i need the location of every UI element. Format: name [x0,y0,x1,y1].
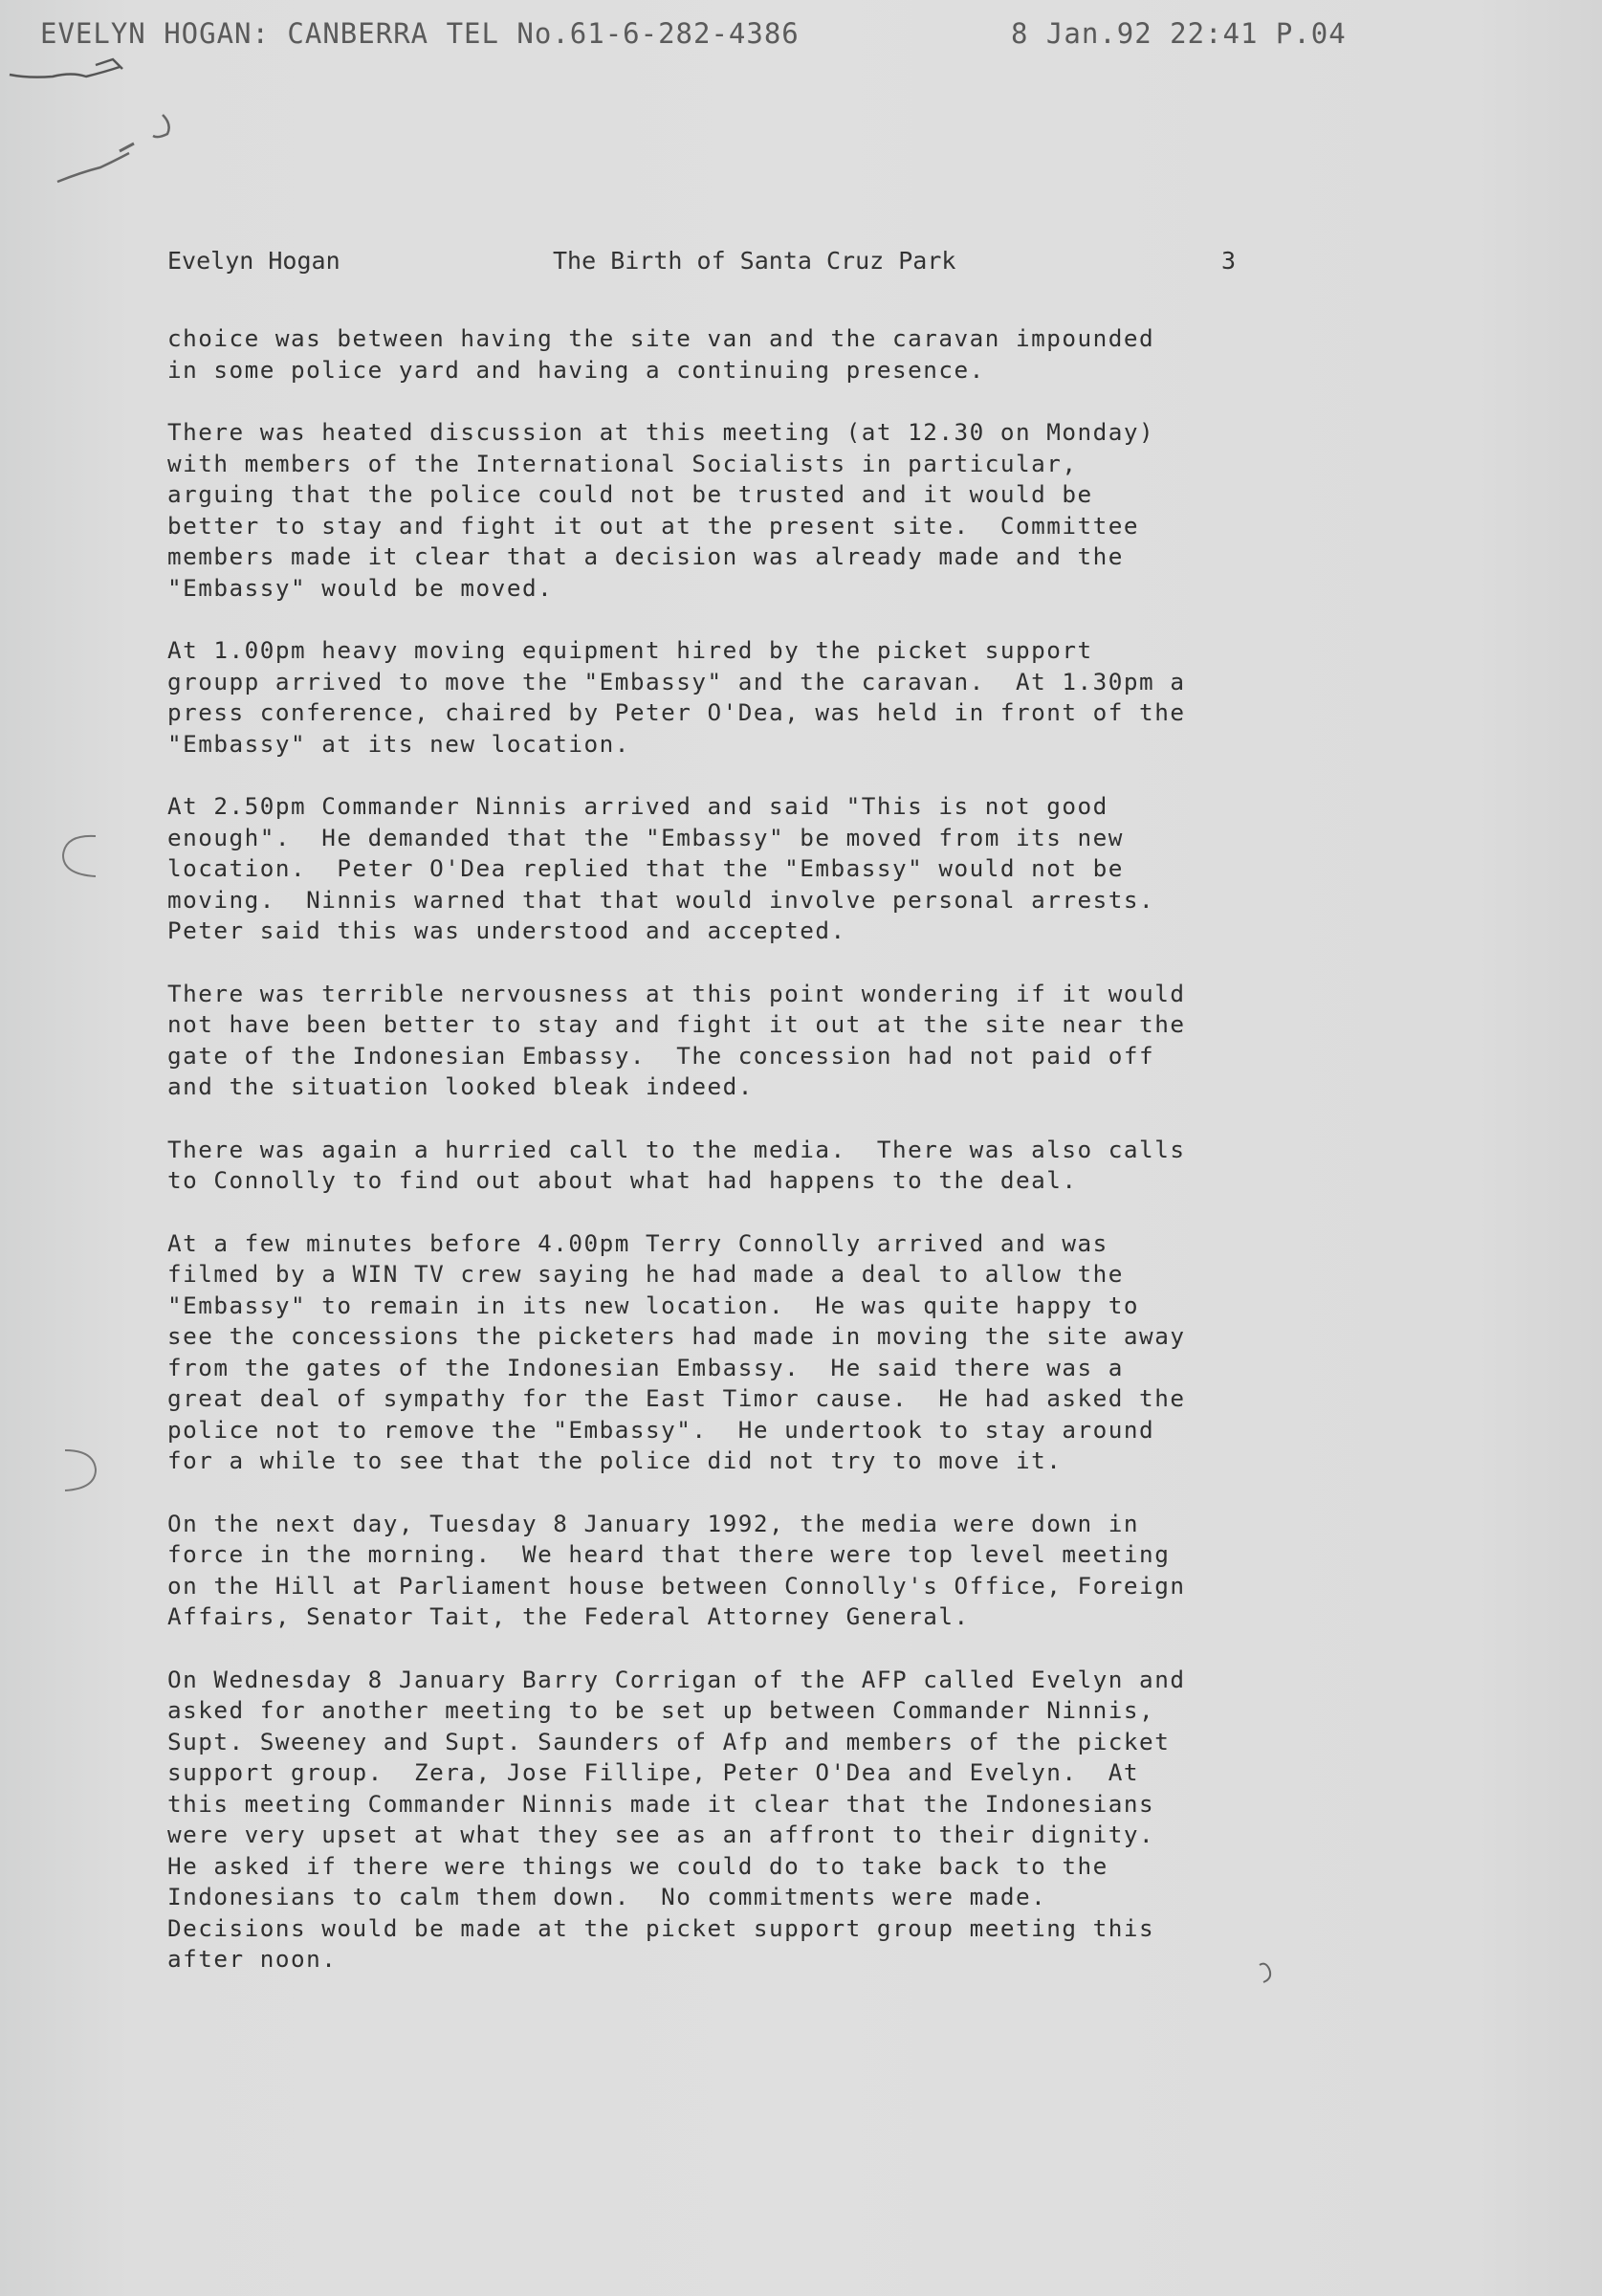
handwritten-tick-mark [1256,1959,1294,1988]
text-line: police not to remove the "Embassy". He undertook to stay around [167,1415,1155,1444]
text-line: to Connolly to find out about what had happens to the deal. [167,1166,1078,1194]
text-line: on the Hill at Parliament house between Connolly's Office, Foreign [167,1571,1186,1600]
text-line: for a while to see that the police did not try to move it. [167,1446,1063,1474]
text-line: moving. Ninnis warned that that would involve personal arrests. [167,885,1155,914]
paragraph [167,417,1449,604]
text-line: from the gates of the Indonesian Embassy. He said there was a [167,1353,1124,1381]
text-line: not have been better to stay and fight it out at the site near the [167,1010,1186,1038]
text-line: location. Peter O'Dea replied that the "Embassy" would not be [167,854,1124,882]
text-line: At 1.00pm heavy moving equipment hired by the picket support [167,636,1093,664]
text-line: groupp arrived to move the "Embassy" and the caravan. At 1.30pm a [167,667,1186,695]
text-line: Affairs, Senator Tait, the Federal Attorney General. [167,1602,970,1630]
text-line: "Embassy" would be moved. [167,573,554,602]
text-line: At 2.50pm Commander Ninnis arrived and said "This is not good [167,792,1108,820]
text-line: see the concessions the picketers had made in moving the site away [167,1322,1186,1350]
text-line: this meeting Commander Ninnis made it clear that the Indonesians [167,1789,1155,1818]
text-line: support group. Zera, Jose Fillipe, Peter O'Dea and Evelyn. At [167,1758,1140,1786]
paragraph [167,1665,1449,1976]
paragraph [167,1509,1449,1633]
running-head [167,247,1267,285]
text-line: He asked if there were things we could do to take back to the [167,1851,1108,1880]
running-head-title: The Birth of Santa Cruz Park [553,247,956,275]
paragraph [167,323,1449,386]
punch-hole-mark [57,1445,101,1494]
text-line: There was terrible nervousness at this point wondering if it would [167,979,1186,1007]
text-line: arguing that the police could not be trusted and it would be [167,480,1093,508]
handwritten-scribble-mark [0,48,210,210]
text-line: great deal of sympathy for the East Timor cause. He had asked the [167,1384,1186,1412]
text-line: and the situation looked bleak indeed. [167,1072,754,1100]
text-line: in some police yard and having a continuing presence. [167,355,985,384]
paragraph [167,635,1449,760]
fax-date-time-page: 8 Jan.92 22:41 P.04 [1011,17,1347,50]
text-line: members made it clear that a decision was already made and the [167,542,1124,570]
text-line: press conference, chaired by Peter O'Dea, was held in front of the [167,698,1186,726]
text-line: On the next day, Tuesday 8 January 1992, the media were down in [167,1509,1140,1537]
text-line: after noon. [167,1945,338,1973]
text-line: were very upset at what they see as an affront to their dignity. [167,1821,1155,1848]
text-line: "Embassy" at its new location. [167,729,630,758]
punch-hole-mark [57,830,101,880]
text-line: There was again a hurried call to the media. There was also calls [167,1135,1186,1163]
text-line: On Wednesday 8 January Barry Corrigan of the AFP called Evelyn and [167,1665,1186,1693]
text-line: "Embassy" to remain in its new location. He was quite happy to [167,1291,1140,1319]
paragraph [167,791,1449,947]
text-line: gate of the Indonesian Embassy. The concession had not paid off [167,1041,1155,1070]
running-head-author: Evelyn Hogan [167,247,340,275]
text-line: Indonesians to calm them down. No commitments were made. [167,1883,1047,1910]
paragraph [167,979,1449,1103]
text-line: asked for another meeting to be set up between Commander Ninnis, [167,1696,1155,1724]
text-line: Supt. Sweeney and Supt. Saunders of Afp and members of the picket [167,1727,1171,1755]
text-line: filmed by a WIN TV crew saying he had made a deal to allow the [167,1260,1124,1288]
text-line: There was heated discussion at this meeting (at 12.30 on Monday) [167,418,1155,446]
text-line: with members of the International Socialists in particular, [167,449,1078,477]
text-line: enough". He demanded that the "Embassy" be moved from its new [167,823,1124,851]
fax-transmission-header [40,17,1398,55]
text-line: At a few minutes before 4.00pm Terry Connolly arrived and was [167,1228,1108,1257]
fax-sender-line: EVELYN HOGAN: CANBERRA TEL No.61-6-282-4386 [40,17,800,50]
paragraph [167,1228,1449,1477]
document-body [167,323,1449,2007]
paragraph [167,1135,1449,1197]
text-line: Decisions would be made at the picket support group meeting this [167,1913,1155,1942]
text-line: force in the morning. We heard that there were top level meeting [167,1540,1171,1568]
text-line: better to stay and fight it out at the present site. Committee [167,511,1140,540]
text-line: Peter said this was understood and accepted. [167,916,846,944]
page-number: 3 [1221,247,1237,275]
text-line: choice was between having the site van and the caravan impounded [167,324,1155,352]
